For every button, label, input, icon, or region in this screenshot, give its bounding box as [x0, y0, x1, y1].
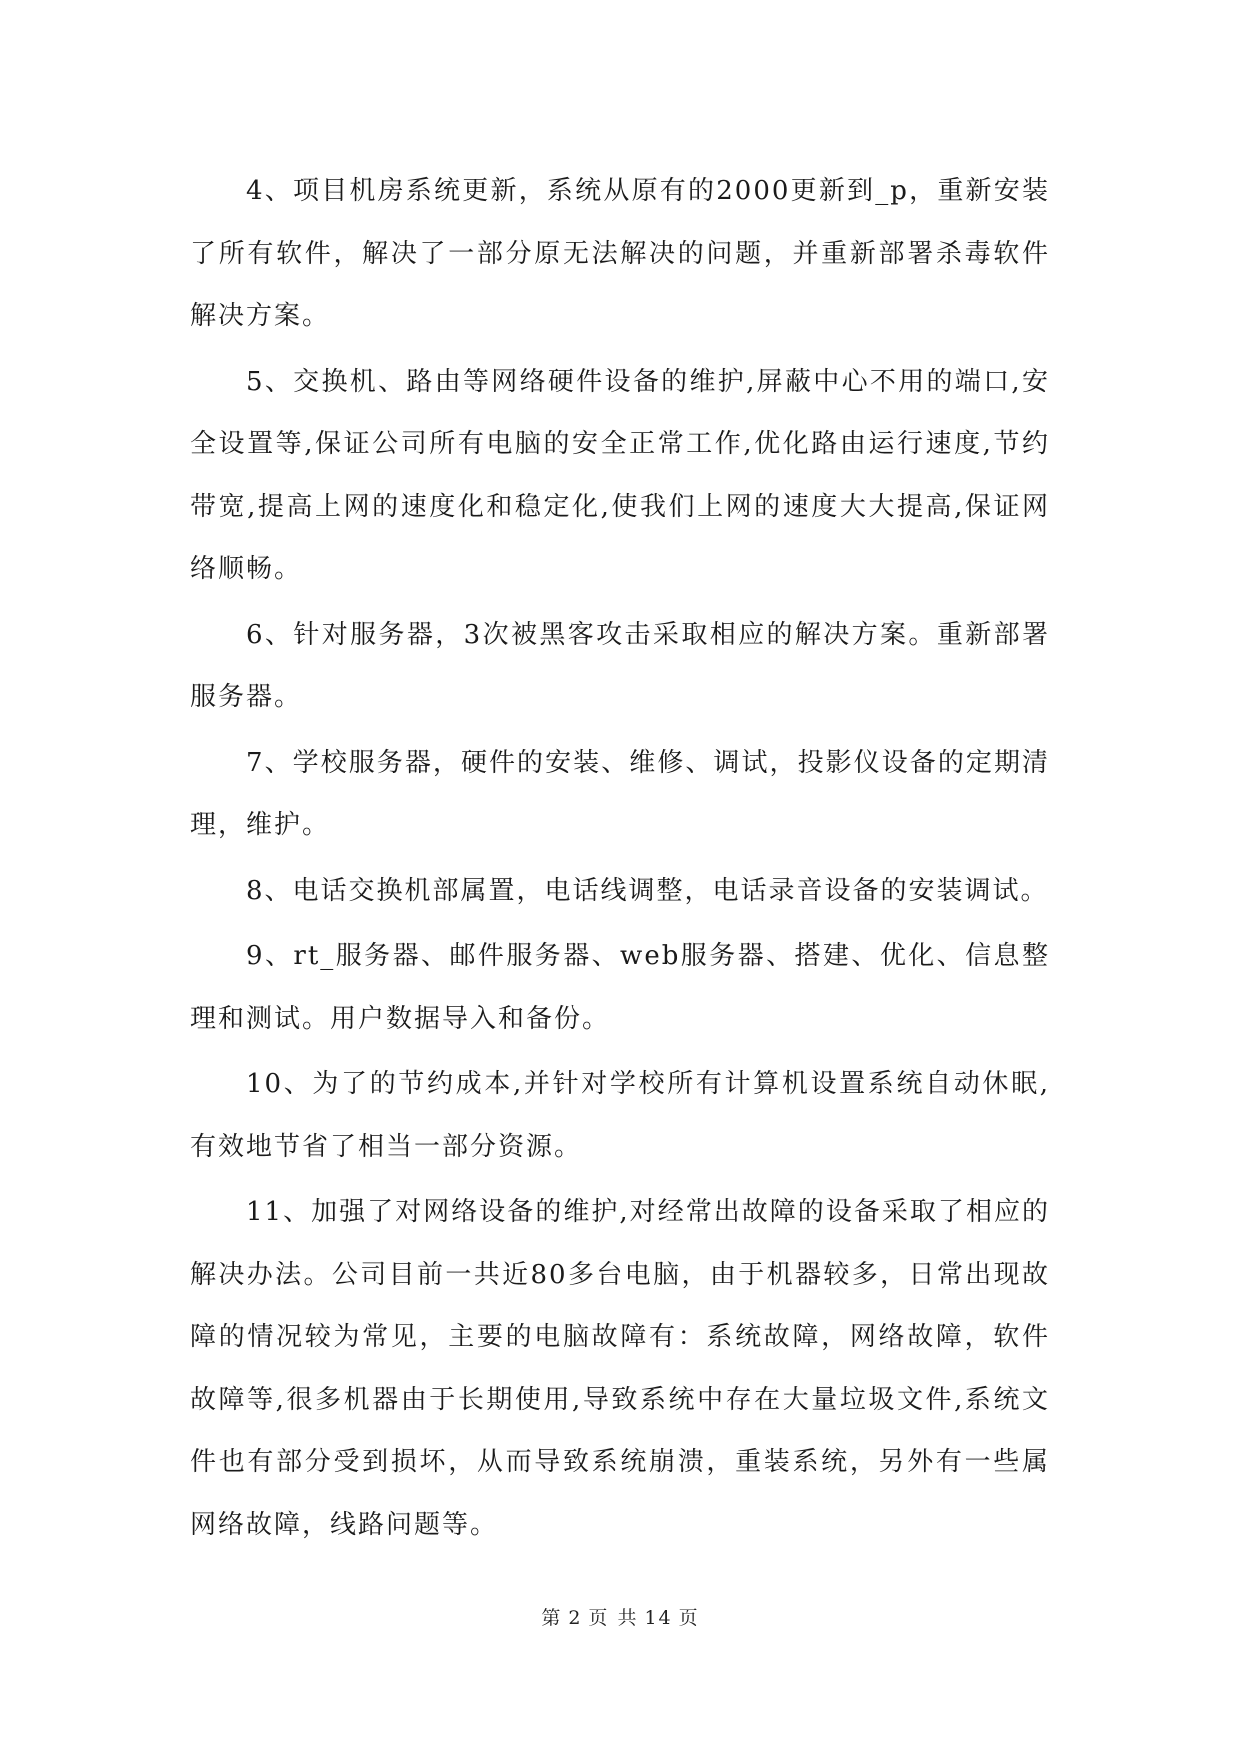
footer-current-page: 2: [568, 1607, 583, 1629]
footer-prefix: 第: [541, 1607, 563, 1629]
paragraph-item-9: 9、rt_服务器、邮件服务器、web服务器、搭建、优化、信息整理和测试。用户数据导入和备份。: [190, 941, 1050, 1034]
footer-suffix: 页: [678, 1607, 700, 1629]
paragraph-item-11: 11、加强了对网络设备的维护,对经常出故障的设备采取了相应的解决办法。公司目前一共近80多台电脑，由于机器较多，日常出现故障的情况较为常见，主要的电脑故障有：系统故障，网络故障，软件故障等,很多机器由于长期使用,导致系统中存在大量垃圾文件,系统文件也有部分受到损坏，从而导致系统崩溃，重装系统，另外有一些属网络故障，线路问题等。: [190, 1197, 1050, 1540]
paragraph-item-4: 4、项目机房系统更新，系统从原有的2000更新到_p，重新安装了所有软件，解决了一部分原无法解决的问题，并重新部署杀毒软件解决方案。: [190, 176, 1050, 331]
paragraph-item-6: 6、针对服务器，3次被黑客攻击采取相应的解决方案。重新部署服务器。: [190, 619, 1050, 712]
document-body: [190, 160, 1050, 1559]
page-footer: [0, 1603, 1241, 1630]
paragraph-item-5: 5、交换机、路由等网络硬件设备的维护,屏蔽中心不用的端口,安全设置等,保证公司所有电脑的安全正常工作,优化路由运行速度,节约带宽,提高上网的速度化和稳定化,使我们上网的速度大大提高,保证网络顺畅。: [190, 366, 1050, 584]
footer-total-pages: 14: [644, 1607, 673, 1629]
paragraph-item-8: 8、电话交换机部属置，电话线调整，电话录音设备的安装调试。: [246, 875, 1049, 906]
paragraph-item-7: 7、学校服务器，硬件的安装、维修、调试，投影仪设备的定期清理，维护。: [190, 747, 1050, 840]
footer-middle: 页 共: [588, 1607, 639, 1629]
paragraph-item-10: 10、为了的节约成本,并针对学校所有计算机设置系统自动休眠,有效地节省了相当一部分资源。: [190, 1069, 1050, 1162]
